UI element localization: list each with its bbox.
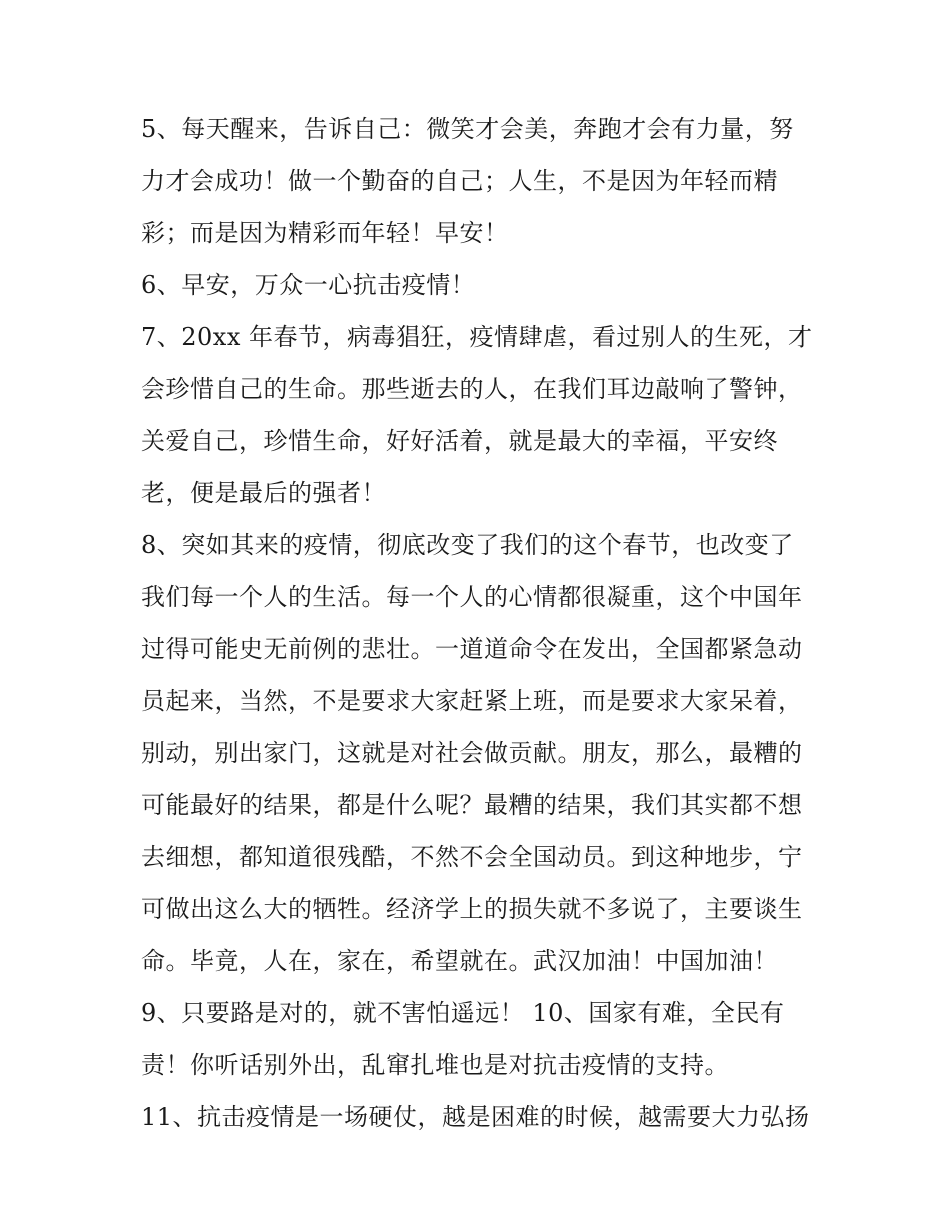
text-line: 可做出这么大的牺牲。经济学上的损失就不多说了，主要谈生 <box>141 895 803 923</box>
text-line: 可能最好的结果，都是什么呢？最糟的结果，我们其实都不想 <box>141 791 803 819</box>
text-line: 彩；而是因为精彩而年轻！早安！ <box>141 219 509 247</box>
text-line: 老，便是最后的强者！ <box>141 479 386 507</box>
text-line: 责！你听话别外出，乱窜扎堆也是对抗击疫情的支持。 <box>141 1051 729 1079</box>
text-line: 关爱自己，珍惜生命，好好活着，就是最大的幸福，平安终 <box>141 427 778 455</box>
text-line: 过得可能史无前例的悲壮。一道道命令在发出，全国都紧急动 <box>141 635 803 663</box>
text-line: 9、只要路是对的，就不害怕遥远！ 10、国家有难，全民有 <box>141 999 785 1027</box>
text-line: 力才会成功！做一个勤奋的自己；人生，不是因为年轻而精 <box>141 167 778 195</box>
text-line: 11、抗击疫情是一场硬仗，越是困难的时候，越需要大力弘扬 <box>141 1103 810 1131</box>
text-line: 会珍惜自己的生命。那些逝去的人，在我们耳边敲响了警钟， <box>141 375 803 403</box>
text-line: 5、每天醒来，告诉自己：微笑才会美，奔跑才会有力量，努 <box>141 115 794 143</box>
text-line: 去细想，都知道很残酷，不然不会全国动员。到这种地步，宁 <box>141 843 803 871</box>
text-line: 员起来，当然，不是要求大家赶紧上班，而是要求大家呆着， <box>141 687 803 715</box>
text-line: 我们每一个人的生活。每一个人的心情都很凝重，这个中国年 <box>141 583 803 611</box>
text-line: 命。毕竟，人在，家在，希望就在。武汉加油！中国加油！ <box>141 947 778 975</box>
document-page <box>141 103 831 1143</box>
text-line: 6、早安，万众一心抗击疫情！ <box>141 271 476 299</box>
text-line: 8、突如其来的疫情，彻底改变了我们的这个春节，也改变了 <box>141 531 794 559</box>
text-line: 别动，别出家门，这就是对社会做贡献。朋友，那么，最糟的 <box>141 739 803 767</box>
text-line: 7、20xx 年春节，病毒猖狂，疫情肆虐，看过别人的生死，才 <box>141 323 813 351</box>
